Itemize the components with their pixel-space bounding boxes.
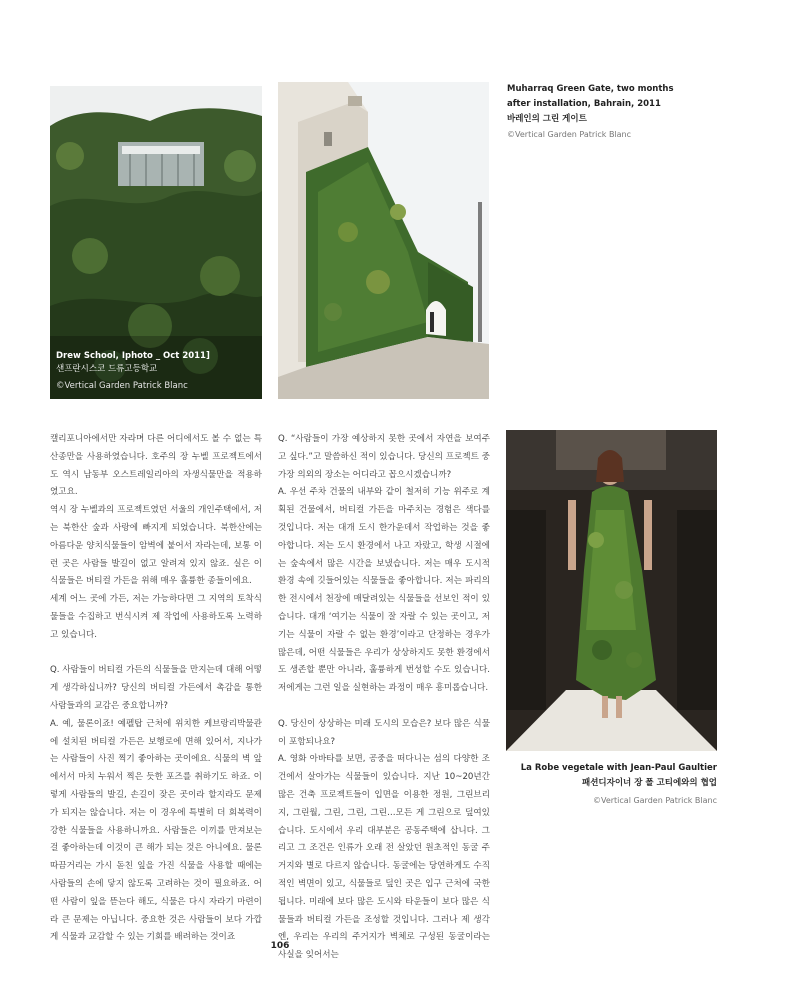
- photo-credit: ©Vertical Garden Patrick Blanc: [592, 796, 717, 805]
- caption-title-line2: after installation, Bahrain, 2011: [507, 99, 661, 109]
- caption-muharraq: [507, 82, 777, 142]
- question-paragraph: Q. “사람들이 가장 예상하지 못한 곳에서 자연을 보여주고 싶다.”고 말씀하신 적이 있습니다. 당신의 프로젝트 중 가장 의외의 장소는 어디라고 꼽으시겠습니까?: [278, 434, 490, 480]
- caption-la-robe: [505, 761, 717, 808]
- paragraph-spacer: [50, 645, 262, 663]
- caption-korean: 샌프란시스코 드류고등학교: [56, 364, 158, 374]
- caption-korean: 바레인의 그린 게이트: [507, 114, 587, 124]
- photo-muharraq-green-gate: [278, 82, 489, 399]
- caption-title: Drew School, Iphoto _ Oct 2011]: [56, 351, 210, 361]
- paragraph: 세계 어느 곳에 가든, 저는 가능하다면 그 지역의 토착식물들을 수집하고 번식시켜 제 작업에 사용하도록 노력하고 있습니다.: [50, 594, 262, 640]
- photo-drew-school: [50, 86, 262, 399]
- caption-korean: 패션디자이너 장 폴 고티에와의 협업: [581, 778, 717, 788]
- answer-paragraph: A. 예, 물론이죠! 예펠탑 근처에 위치한 케브랑리박물관에 설치된 버티컬 가든은 보행로에 면해 있어서, 지나가는 사람들이 사진 찍기 좋아하는 곳이에요. 식물의 벽 앞에서서 마치 누워서 찍은 듯한 포즈를 취하기도 하죠. 이렇게 사람들의 발길, 손길이 잦은 곳이라 할지라도 문제가 되지는 않습니다. 저는 이 경우에 특별히 더 회복력이 강한 식물들을 사용하니까요. 사람들은 이끼를 만져보는 걸 좋아하는데 이것이 큰 해가 되는 것은 아니에요. 물론 따끔거리는 가시 돋친 잎을 가진 식물을 사용할 때에는 사람들의 손에 닿지 않도록 고려하는 것이 필요하죠. 어떤 사람이 잎을 뜯는다 해도, 식물은 다시 자라기 마련이라 큰 문제는 아닙니다. 중요한 것은 사람들이 보다 가깝게 식물과 교감할 수 있는 기회를 배려하는 것이죠: [50, 718, 262, 943]
- article-column-left: [50, 431, 262, 947]
- paragraph-spacer: [278, 698, 490, 716]
- caption-title-line1: Muharraq Green Gate, two months: [507, 84, 674, 94]
- caption-title: La Robe vegetale with Jean-Paul Gaultier: [520, 763, 717, 773]
- photo-la-robe-vegetale: [506, 430, 717, 751]
- photo-credit: ©Vertical Garden Patrick Blanc: [507, 130, 632, 139]
- answer-paragraph: A. 우선 주차 건물의 내부와 같이 철저히 기능 위주로 계획된 건물에서, 버티컬 가든을 마주치는 경험은 색다를 것입니다. 저는 대개 도시 한가운데서 작업하는 것을 좋아합니다. 저는 도시 환경에서 나고 자랐고, 학생 시절에는 숲속에서 많은 시간을 보냈습니다. 저는 매우 도시적 환경 속에 깃들어있는 식물들을 좋아합니다. 저는 파리의 한 전시에서 천장에 매달려있는 식물들을 선보인 적이 있습니다. 대개 ‘여기는 식물이 잘 자랄 수 있는 곳이고, 저기는 식물이 자랄 수 없는 환경’이라고 단정하는 경우가 많은데, 어떤 식물들은 우리가 상상하지도 못한 환경에서도 생존할 뿐만 아니라, 훌륭하게 번성할 수도 있습니다. 저에게는 그런 일을 실현하는 과정이 매우 흥미롭습니다.: [278, 487, 490, 694]
- paragraph: 캘리포니아에서만 자라며 다른 어디에서도 볼 수 없는 특산종만을 사용하였습니다. 호주의 장 누벨 프로젝트에서도 역시 남동부 오스트레일리아의 자생식물만을 적용하였고요.: [50, 434, 262, 498]
- article-column-middle: [278, 431, 490, 965]
- paragraph: 역시 장 누벨과의 프로젝트였던 서울의 개인주택에서, 저는 북한산 숲과 사랑에 빠지게 되었습니다. 북한산에는 아름다운 양치식물들이 암벽에 붙어서 자라는데, 보통 이런 곳은 사람들 발길이 없고 알려져 있지 않죠. 실은 이 식물들은 버티컬 가든을 위해 매우 훌륭한 종들이에요.: [50, 505, 262, 587]
- answer-paragraph: A. 영화 아바타를 보면, 공중을 떠다니는 섬의 다양한 조건에서 살아가는 식물들이 있습니다. 지난 10~20년간 많은 건축 프로젝트들이 입면을 이용한 정원, 그린브리지, 그린월, 그린, 그린, 그린…모든 게 그린으로 덮여있습니다. 도시에서 우리 대부분은 공동주택에 삽니다. 그리고 그 조건은 인류가 오래 전 살았던 원초적인 동굴 주거지와 별로 다르지 않습니다. 동굴에는 당연하게도 수직적인 벽면이 있고, 식물들로 덮인 곳은 입구 근처에 국한됩니다. 미래에 보다 많은 도시와 타운들이 보다 많은 식물들과 버티컬 가든을 조성할 것입니다. 그러나 제 생각엔, 우리는 우리의 주거지가 벽체로 구성된 동굴이라는 사실을 잊어서는: [278, 754, 490, 961]
- question-paragraph: Q. 사람들이 버티컬 가든의 식물들을 만지는데 대해 어떻게 생각하십니까? 당신의 버티컬 가든에서 촉감을 통한 사람들과의 교감은 중요합니까?: [50, 665, 262, 711]
- page-number: 106: [270, 941, 290, 951]
- photo-credit: ©Vertical Garden Patrick Blanc: [56, 381, 188, 391]
- question-paragraph: Q. 당신이 상상하는 미래 도시의 모습은? 보다 많은 식물이 포함되나요?: [278, 718, 490, 747]
